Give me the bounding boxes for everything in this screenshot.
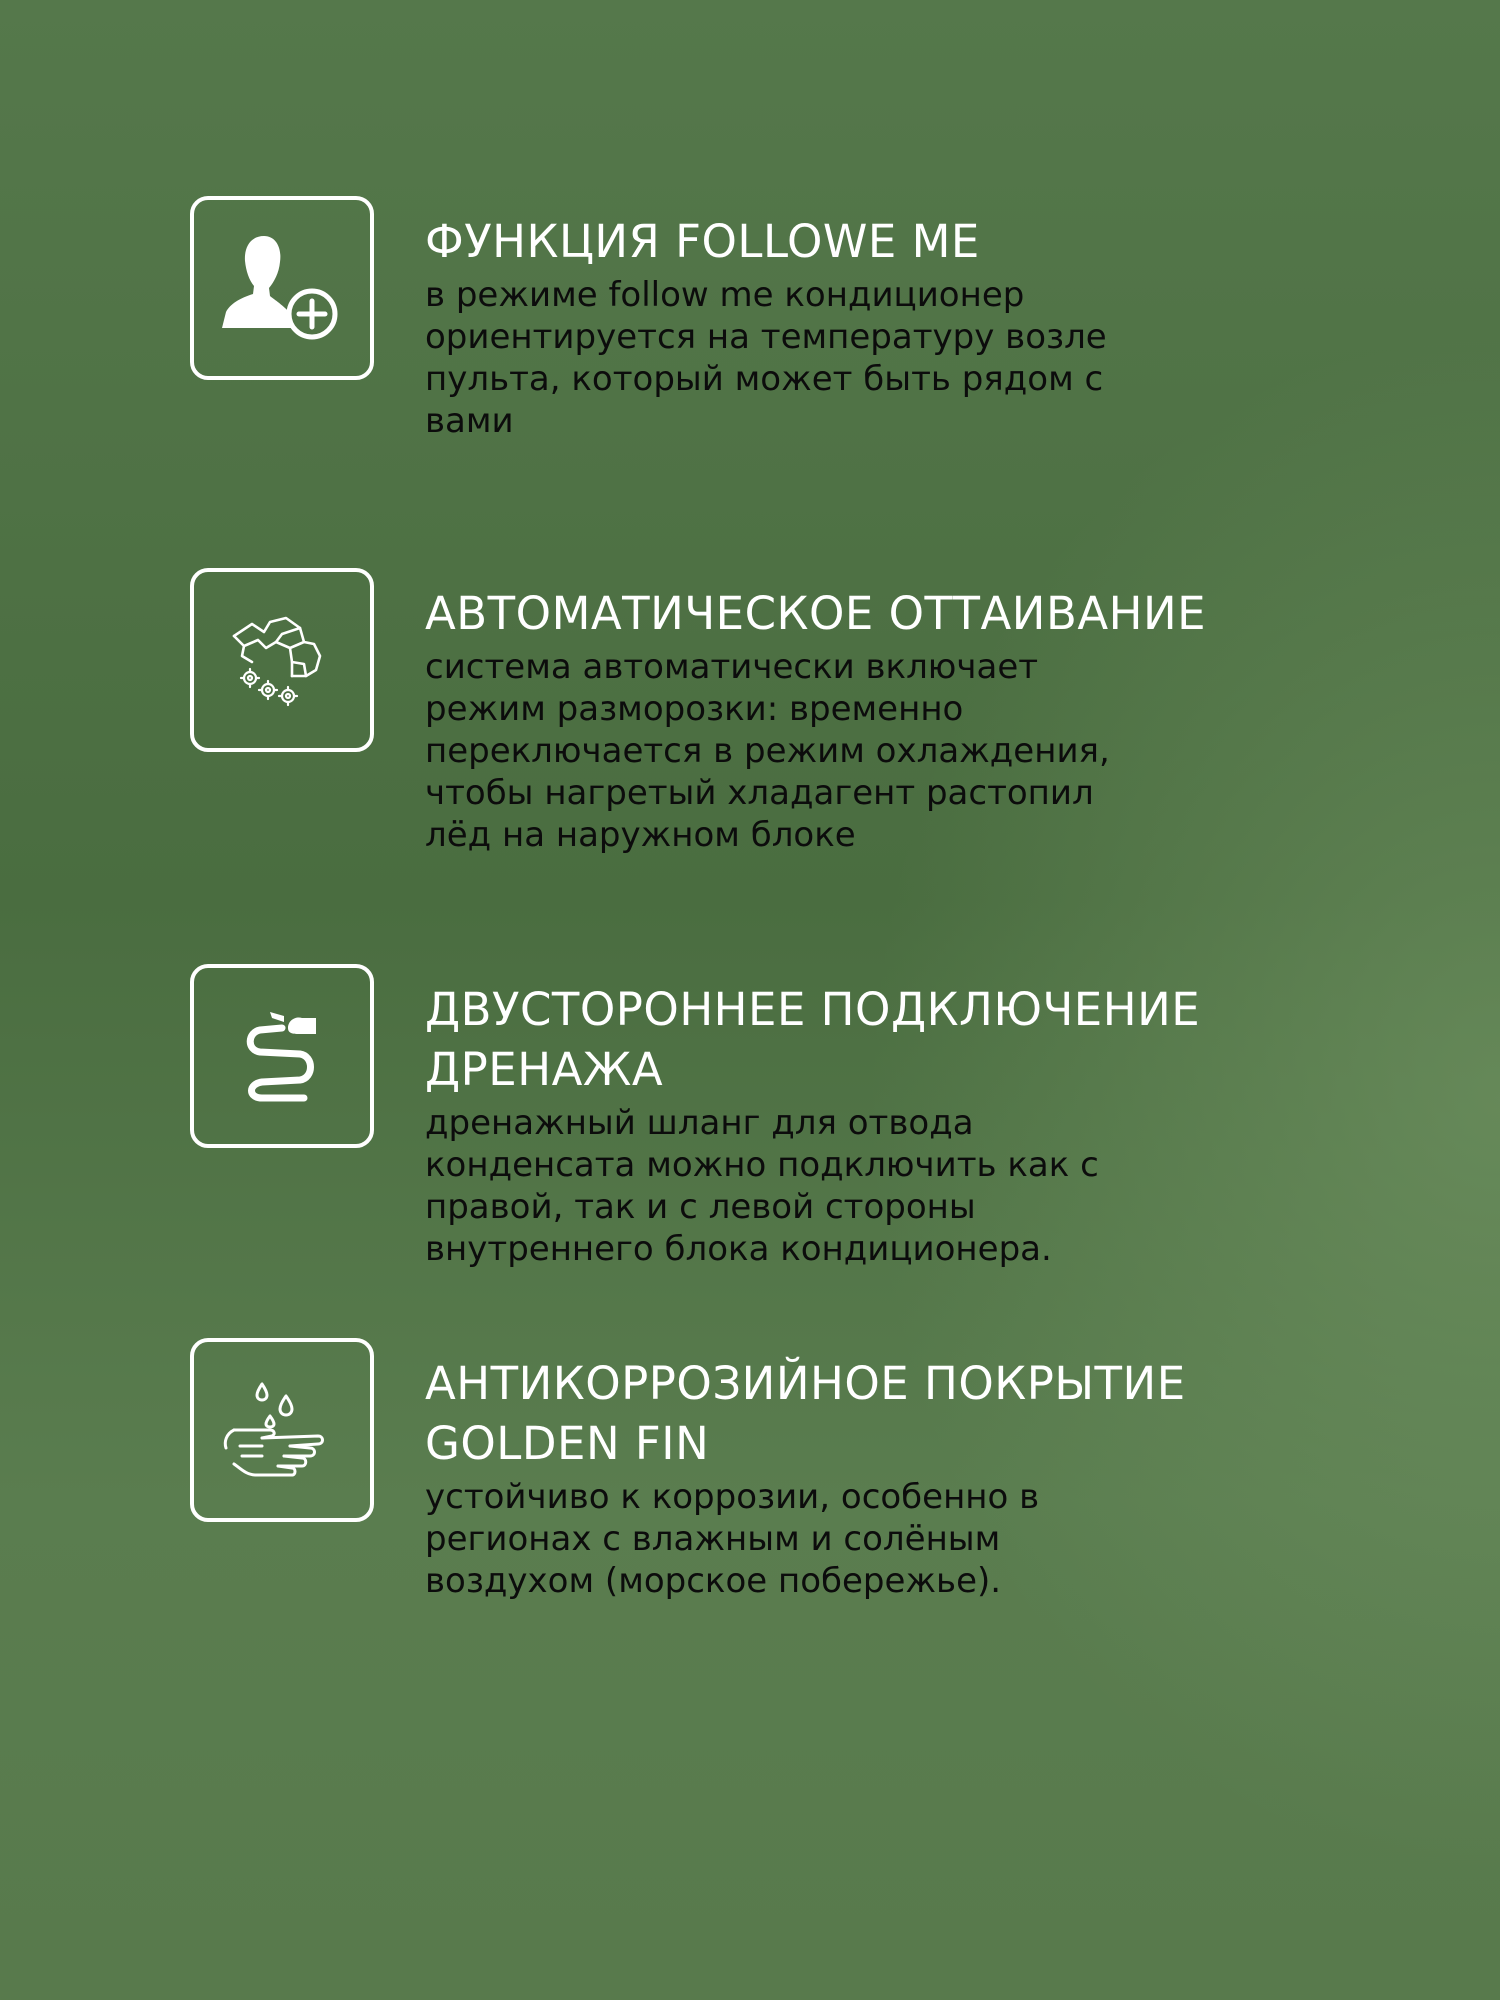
feature-description: устойчиво к коррозии, особенно в регионах с влажным и солёным воздухом (морское побережье). [425, 1477, 1040, 1601]
feature-text [425, 1354, 1435, 1602]
feature-icon-box [190, 964, 374, 1148]
feature-description: дренажный шланг для отвода конденсата можно подключить как с правой, так и с левой стороны внутреннего блока кондиционера. [425, 1103, 1099, 1269]
feature-title: ФУНКЦИЯ FOLLOWE ME [425, 215, 980, 268]
feature-text [425, 212, 1435, 442]
feature-icon-box [190, 1338, 374, 1522]
drain-hose-icon [212, 986, 352, 1126]
feature-title: АНТИКОРРОЗИЙНОЕ ПОКРЫТИЕ GOLDEN FIN [425, 1357, 1186, 1470]
feature-description: система автоматически включает режим разморозки: временно переключается в режим охлаждения, чтобы нагретый хладагент растопил лёд на наружном блоке [425, 647, 1110, 855]
feature-icon-box [190, 196, 374, 380]
hand-drops-icon [212, 1360, 352, 1500]
feature-title: АВТОМАТИЧЕСКОЕ ОТТАИВАНИЕ [425, 587, 1207, 640]
feature-description: в режиме follow me кондиционер ориентируется на температуру возле пульта, который может быть рядом с вами [425, 275, 1107, 441]
snow-cloud-icon [212, 590, 352, 730]
feature-text [425, 980, 1435, 1270]
feature-text [425, 584, 1435, 856]
user-add-icon [212, 218, 352, 358]
feature-icon-box [190, 568, 374, 752]
feature-title: ДВУСТОРОННЕЕ ПОДКЛЮЧЕНИЕ ДРЕНАЖА [425, 983, 1201, 1096]
